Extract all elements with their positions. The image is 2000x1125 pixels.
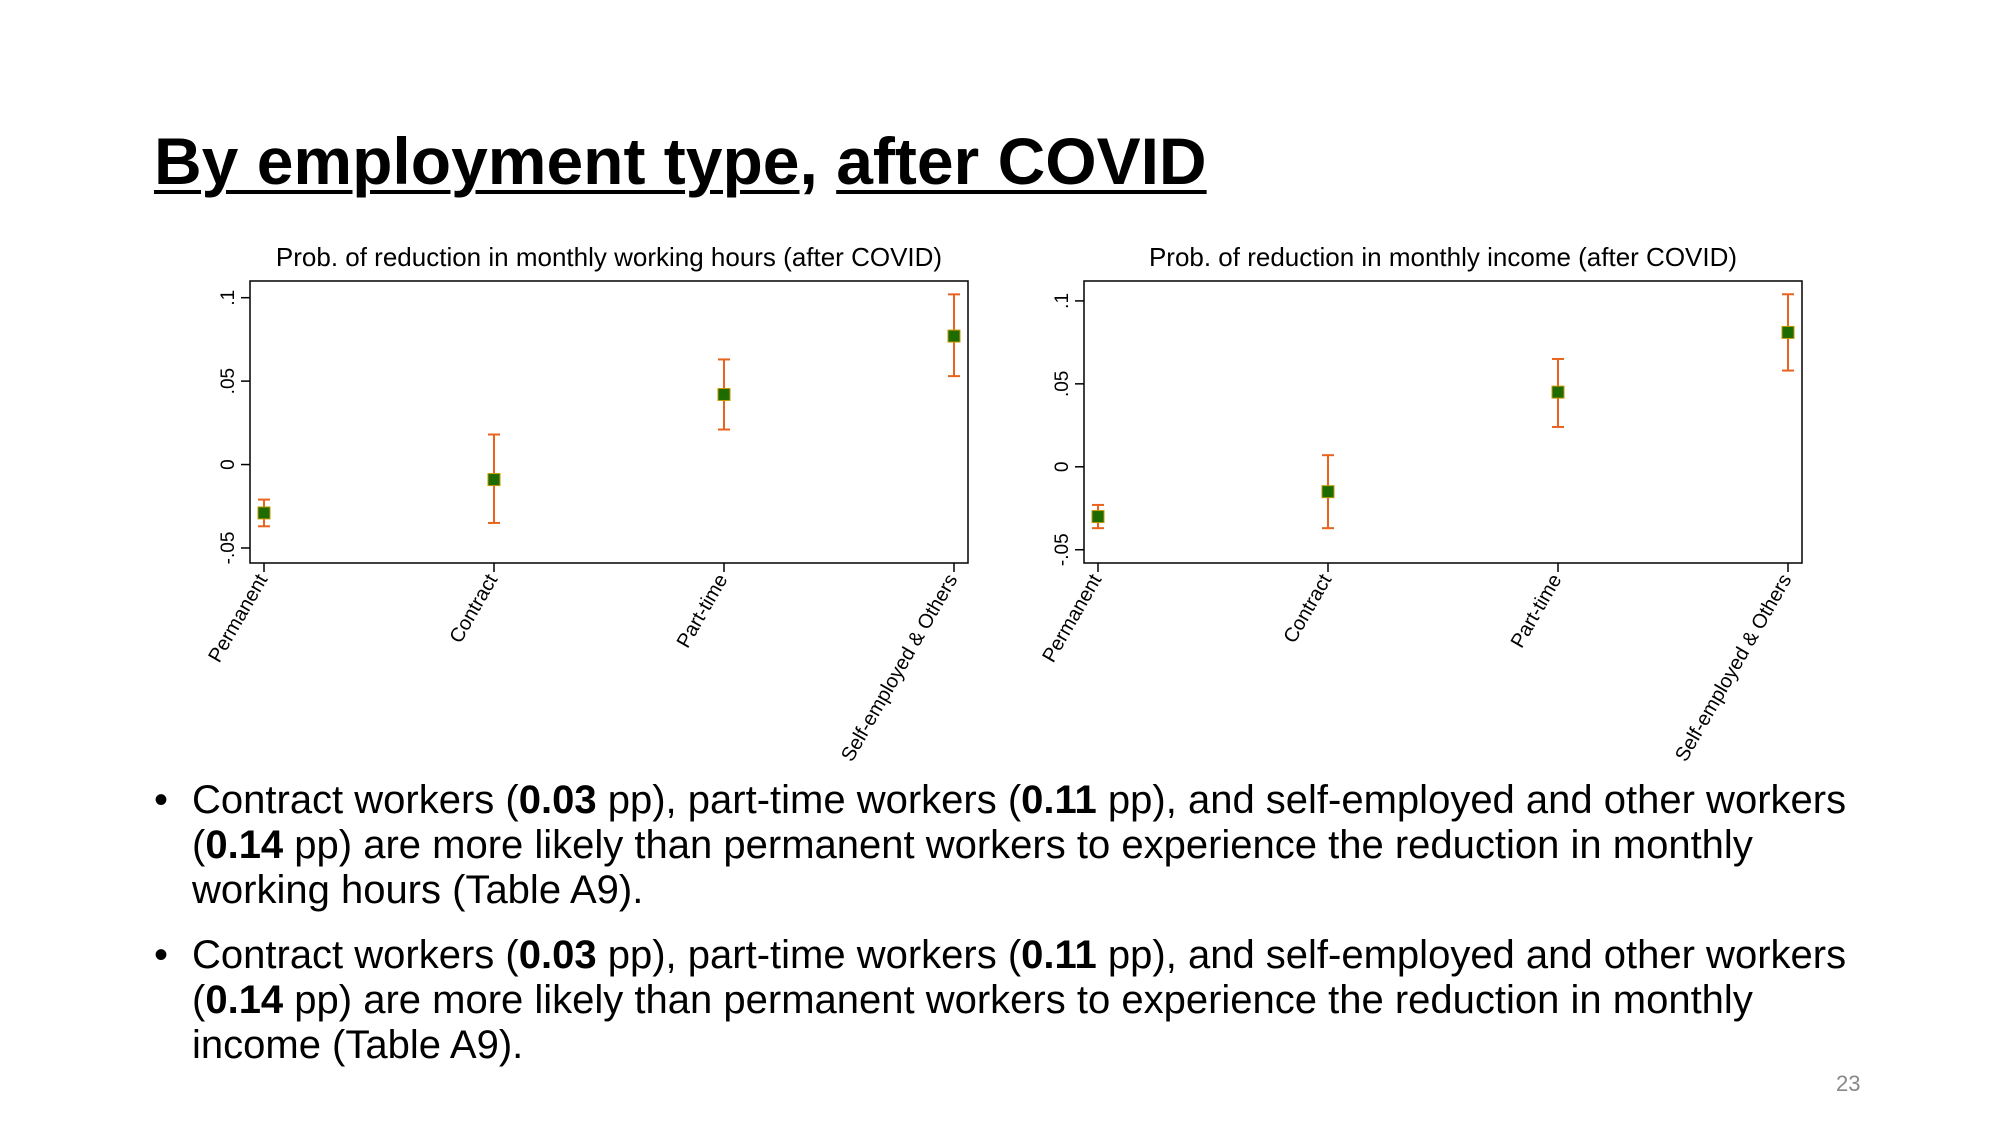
y-tick-label: -.05 [218,531,239,565]
data-point [1092,511,1104,523]
bullet-text: pp) are more likely than permanent workers to experience the reduction in monthly income (Table A9). [192,978,1753,1067]
data-point [718,388,730,400]
y-tick-label: .05 [1052,370,1073,398]
x-tick-label: Self-employed & Others [837,570,963,766]
data-point [1552,386,1564,398]
x-tick-label: Permanent [204,570,273,667]
data-point [948,330,960,342]
slide-title-separator: , [799,124,837,198]
y-tick-label: -.05 [1052,533,1073,567]
bullet-text: pp), and self-employed and other workers ( [192,933,1847,1022]
y-tick-label: .1 [218,289,239,306]
bullet-text: Contract workers ( [192,933,519,977]
y-tick-label: 0 [1052,461,1073,473]
x-tick-label: Part-time [1506,570,1567,652]
page-number: 23 [1836,1071,1861,1096]
bullet-text: Contract workers ( [192,778,519,822]
data-point [488,474,500,486]
bullet-text: pp), and self-employed and other workers ( [192,778,1847,867]
chart-title: Prob. of reduction in monthly income (after COVID) [1148,242,1738,272]
chart-working-hours [190,236,1070,776]
slide-title-part1: By employment type [154,124,800,198]
x-tick-label: Permanent [1038,570,1107,667]
bullet-value: 0.03 [518,778,597,822]
bullet-value: 0.14 [205,978,284,1022]
x-tick-label: Contract [445,570,503,647]
bullet-text: pp) are more likely than permanent workers to experience the reduction in monthly working hours (Table A9). [192,823,1753,912]
x-tick-label: Part-time [672,570,733,652]
bullet-value: 0.14 [205,823,284,867]
bullet-text: pp), part-time workers ( [596,933,1022,977]
plot-frame [250,281,968,563]
bullet-value: 0.11 [1021,778,1097,822]
chart-title: Prob. of reduction in monthly working hours (after COVID) [275,242,943,272]
x-tick-label: Contract [1279,570,1337,647]
y-tick-label: .05 [218,367,239,395]
y-tick-label: 0 [218,459,239,470]
bullet-item [150,933,1890,1068]
bullet-value: 0.11 [1021,933,1097,977]
slide-title-part2: after COVID [836,124,1207,198]
bullet-value: 0.03 [518,933,597,977]
bullet-item [150,778,1890,913]
data-point [1782,326,1794,338]
bullet-list [150,778,1890,1088]
data-point [1322,486,1334,498]
chart-svg [1024,236,1904,776]
plot-frame [1084,281,1802,563]
chart-income [1024,236,1904,776]
y-tick-label: .1 [1052,292,1073,309]
slide-title [154,124,1207,198]
chart-svg [190,236,1070,776]
x-tick-label: Self-employed & Others [1671,570,1797,766]
bullet-text: pp), part-time workers ( [596,778,1022,822]
data-point [258,507,270,519]
